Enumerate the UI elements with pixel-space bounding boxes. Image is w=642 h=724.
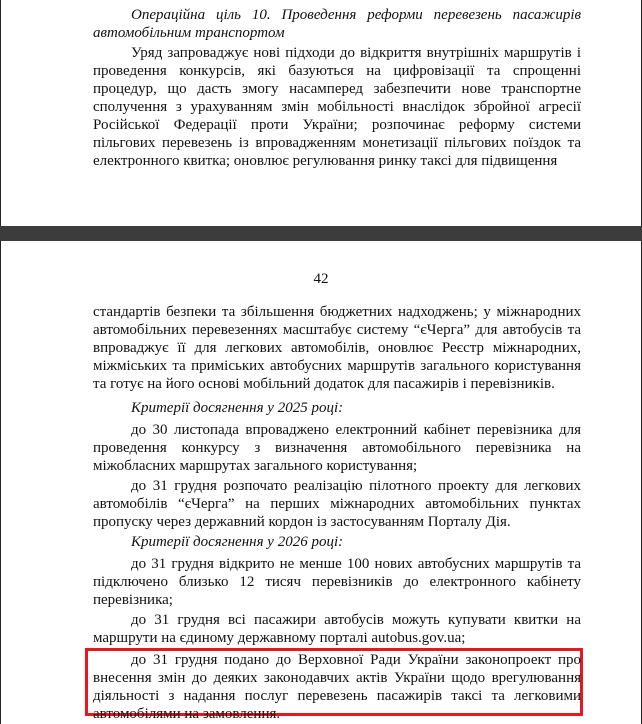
document-page-bottom [0, 241, 642, 724]
criteria-2025-item: до 30 листопада впроваджено електронний кабінет перевізника для проведення конкурсу з визначення автомобільного перевізника на міжобласних маршрутах загального користування; [93, 422, 581, 474]
criteria-2026-item: до 31 грудня всі пасажири автобусів можуть купувати квитки на маршрути на єдиному державному порталі autobus.gov.ua; [93, 612, 581, 646]
criteria-2025-item: до 31 грудня розпочато реалізацію пілотного проекту для легкових автомобілів “єЧерга” на перших міжнародних автомобільних пунктах пропуску через державний кордон із застосуванням Порталу Дія. [93, 478, 581, 530]
goal-paragraph: Уряд запроваджує нові підходи до відкриття внутрішніх маршрутів і проведення конкурсів, які базуються на цифровізації та спрощенні процедур, що дасть змогу насамперед забезпечити нове транспортне сполучення з урахуванням змін мобільності внаслідок збройної агресії Російської Федерації проти України; розпочинає реформу системи пільгових перевезень із впровадженням монетизації пільгових поїздок та електронного квитка; оновлює регулювання ринку таксі для підвищення [93, 45, 581, 169]
goal-heading: Операційна ціль 10. Проведення реформи перевезень пасажирів автомобільним транспортом [93, 7, 581, 41]
criteria-2026-title: Критерії досягнення у 2026 році: [131, 534, 344, 550]
page-number: 42 [313, 271, 329, 287]
page-separator [0, 226, 642, 241]
document-page-top [0, 0, 642, 227]
criteria-2025-title: Критерії досягнення у 2025 році: [131, 400, 344, 416]
criteria-2026-item-highlighted: до 31 грудня подано до Верховної Ради України законопроект про внесення змін до деяких законодавчих актів України щодо врегулювання діяльності з надання послуг перевезень пасажирів таксі та легковими автомобілями на замовлення. [93, 652, 581, 722]
continuation-paragraph: стандартів безпеки та збільшення бюджетних надходжень; у міжнародних автомобільних перевезеннях масштабує систему “єЧерга” для автобусів та впроваджує її для легкових автомобілів, оновлює Реєстр міжнародних, міжміських та приміських автобусних маршрутів загального користування та готує на його основі мобільний додаток для пасажирів і перевізників. [93, 304, 581, 392]
criteria-2026-item: до 31 грудня відкрито не менше 100 нових автобусних маршрутів та підключено близько 12 тисяч перевізників до електронного кабінету перевізника; [93, 556, 581, 608]
